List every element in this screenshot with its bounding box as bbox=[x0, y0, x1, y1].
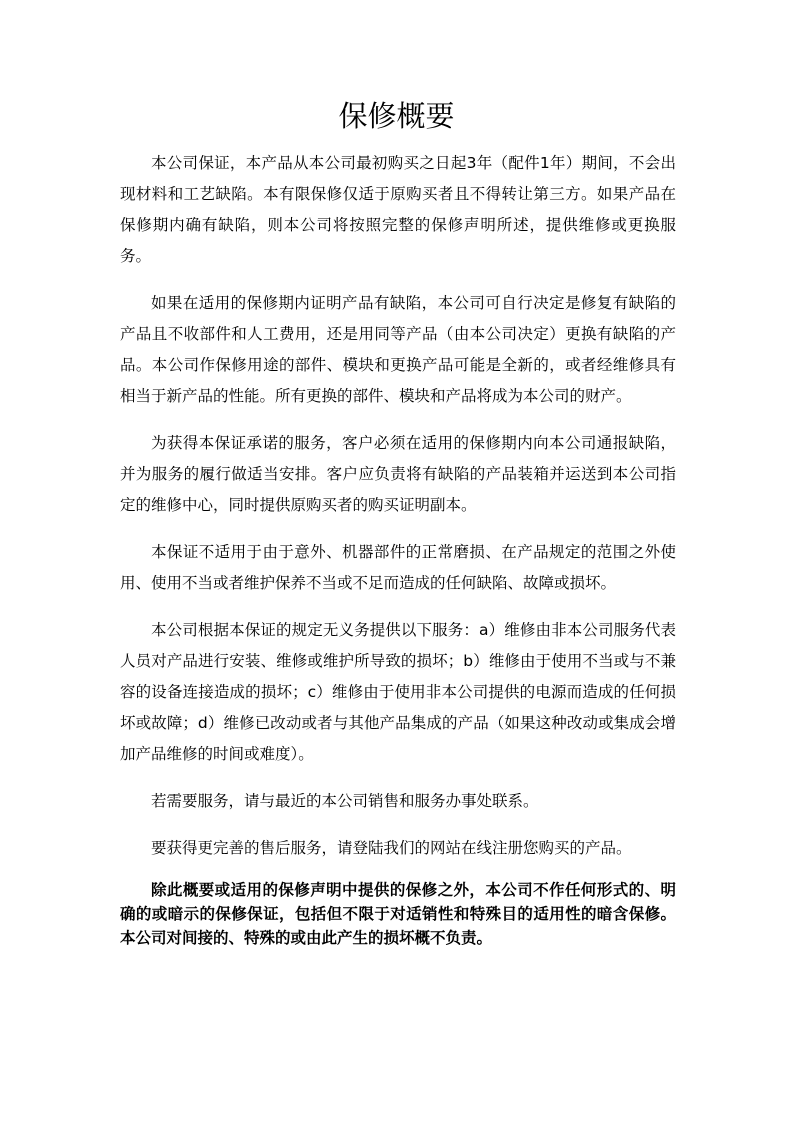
paragraph-online-registration: 要获得更完善的售后服务，请登陆我们的网站在线注册您购买的产品。 bbox=[151, 839, 632, 857]
paragraph-exclusions: 本保证不适用于由于意外、机器部件的正常磨损、在产品规定的范围之外使用、使用不当或者维护保养不当或不足而造成的任何缺陷、故障或损坏。 bbox=[120, 543, 676, 592]
paragraph-service-procedure: 为获得本保证承诺的服务，客户必须在适用的保修期内向本公司通报缺陷，并为服务的履行做适当安排。客户应负责将有缺陷的产品装箱并运送到本公司指定的维修中心，同时提供原购买者的购买证明副本。 bbox=[120, 434, 676, 514]
paragraph-no-obligation: 本公司根据本保证的规定无义务提供以下服务：a）维修由非本公司服务代表人员对产品进行安装、维修或维护所导致的损坏；b）维修由于使用不当或与不兼容的设备连接造成的损坏；c）维修由于使用非本公司提供的电源而造成的任何损坏或故障；d）维修已改动或者与其他产品集成的产品（如果这种改动或集成会增加产品维修的时间或难度）。 bbox=[120, 621, 676, 763]
paragraph-contact-service: 若需要服务，请与最近的本公司销售和服务办事处联系。 bbox=[151, 792, 539, 810]
document-body bbox=[120, 148, 676, 966]
page-title: 保修概要 bbox=[338, 99, 455, 133]
paragraph-warranty-period: 本公司保证，本产品从本公司最初购买之日起3年（配件1年）期间，不会出现材料和工艺缺陷。本有限保修仅适于原购买者且不得转让第三方。如果产品在保修期内确有缺陷，则本公司将按照完整的保修声明所述，提供维修或更换服务。 bbox=[120, 154, 676, 265]
paragraph-disclaimer: 除此概要或适用的保修声明中提供的保修之外，本公司不作任何形式的、明确的或暗示的保修保证，包括但不限于对适销性和特殊目的适用性的暗含保修。本公司对间接的、特殊的或由此产生的损坏概不负责。 bbox=[120, 881, 676, 947]
paragraph-repair-replacement: 如果在适用的保修期内证明产品有缺陷，本公司可自行决定是修复有缺陷的产品且不收部件和人工费用，还是用同等产品（由本公司决定）更换有缺陷的产品。本公司作保修用途的部件、模块和更换产品可能是全新的，或者经维修具有相当于新产品的性能。所有更换的部件、模块和产品将成为本公司的财产。 bbox=[120, 294, 676, 405]
